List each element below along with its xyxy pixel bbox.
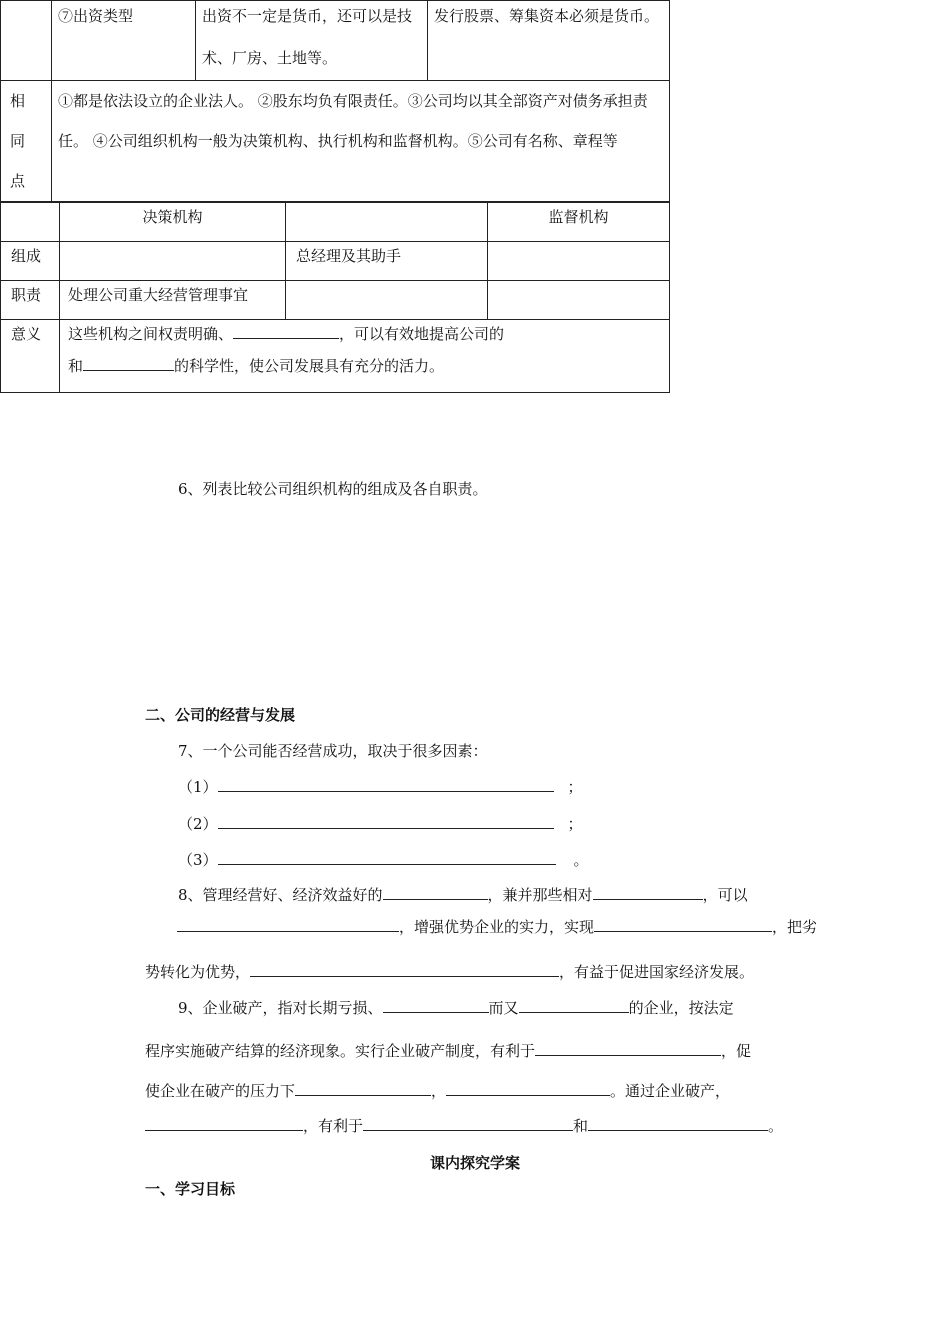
blank-line[interactable]: [535, 1040, 721, 1056]
row-label-meaning: 意义: [1, 320, 60, 393]
question-7-title: 7、一个公司能否经营成功，取决于很多因素：: [178, 742, 488, 760]
q9-line-4: ，有利于 和 。: [145, 1115, 783, 1136]
blank-line[interactable]: [593, 884, 703, 900]
blank-line[interactable]: [295, 1080, 431, 1096]
cell-llc-investment: 出资不一定是货币，还可以是技术、厂房、土地等。: [196, 1, 428, 81]
header-supervisory-body: 监督机构: [488, 203, 670, 242]
blank-line[interactable]: [145, 1115, 303, 1131]
q9-line-3: 使企业在破产的压力下 ， 。通过企业破产，: [145, 1082, 731, 1100]
centered-heading: 课内探究学案: [429, 1154, 520, 1172]
label-char: 相: [10, 92, 26, 110]
label-char: 同: [10, 132, 26, 150]
blank-line[interactable]: [218, 849, 556, 865]
section-2-heading: 二、公司的经营与发展: [145, 706, 296, 724]
section-1-heading: 一、学习目标: [145, 1180, 236, 1198]
q8-line-2: ，增强优势企业的实力，实现 ，把劣: [145, 916, 817, 937]
blank-line[interactable]: [383, 997, 489, 1013]
blank-line[interactable]: [83, 355, 174, 371]
cell-joint-stock-investment: 发行股票、筹集资本必须是货币。: [428, 1, 670, 81]
question-6-title: 6、列表比较公司组织机构的组成及各自职责。: [178, 480, 488, 498]
empty-label-cell: [1, 1, 52, 81]
blank-line[interactable]: [383, 884, 488, 900]
label-char: 点: [10, 172, 26, 190]
cell-meaning: 这些机构之间权责明确、 ，可以有效地提高公司的 和 的科学性，使公司发展具有充分的活力。: [60, 320, 670, 393]
blank-line[interactable]: [446, 1080, 610, 1096]
similarities-text: ①都是依法设立的企业法人。 ②股东均负有限责任。③公司均以其全部资产对债务承担责任。 ④公司组织机构一般为决策机构、执行机构和监督机构。⑤公司有名称、章程等: [52, 81, 670, 202]
row-label-composition: 组成: [1, 242, 60, 281]
q8-line-1: 8、管理经营好、经济效益好的 ，兼并那些相对 ，可以: [178, 886, 748, 904]
cell-composition-supervisory: [488, 242, 670, 281]
header-decision-body: 决策机构: [60, 203, 286, 242]
blank-line[interactable]: [250, 961, 559, 977]
q9-line-2: 程序实施破产结算的经济现象。实行企业破产制度，有利于 ，促: [145, 1042, 752, 1060]
blank-line[interactable]: [363, 1115, 573, 1131]
header-empty: [1, 203, 60, 242]
q9-line-1: 9、企业破产，指对长期亏损、 而又 的企业，按法定: [178, 999, 734, 1017]
cell-composition-decision: [60, 242, 286, 281]
cell-composition-executive: 总经理及其助手: [286, 242, 488, 281]
blank-line[interactable]: [218, 776, 554, 792]
cell-duty-executive: [286, 281, 488, 320]
header-blank: [286, 203, 488, 242]
q7-item-1: （1） ；: [178, 778, 583, 796]
blank-line[interactable]: [233, 323, 339, 339]
cell-duty-supervisory: [488, 281, 670, 320]
q7-item-2: （2） ；: [178, 815, 583, 833]
blank-line[interactable]: [594, 916, 772, 932]
comparison-table-continued: [0, 0, 670, 202]
similarities-label: [1, 81, 52, 202]
row-label-investment-type: ⑦出资类型: [52, 1, 196, 81]
cell-duty-decision: 处理公司重大经营管理事宜: [60, 281, 286, 320]
q8-line-3: 势转化为优势， ，有益于促进国家经济发展。: [145, 963, 755, 981]
row-label-duty: 职责: [1, 281, 60, 320]
blank-line[interactable]: [519, 997, 629, 1013]
blank-line[interactable]: [218, 813, 554, 829]
blank-line[interactable]: [588, 1115, 768, 1131]
blank-line[interactable]: [177, 916, 399, 932]
org-structure-table: [0, 202, 670, 393]
q7-item-3: （3） 。: [178, 851, 589, 869]
